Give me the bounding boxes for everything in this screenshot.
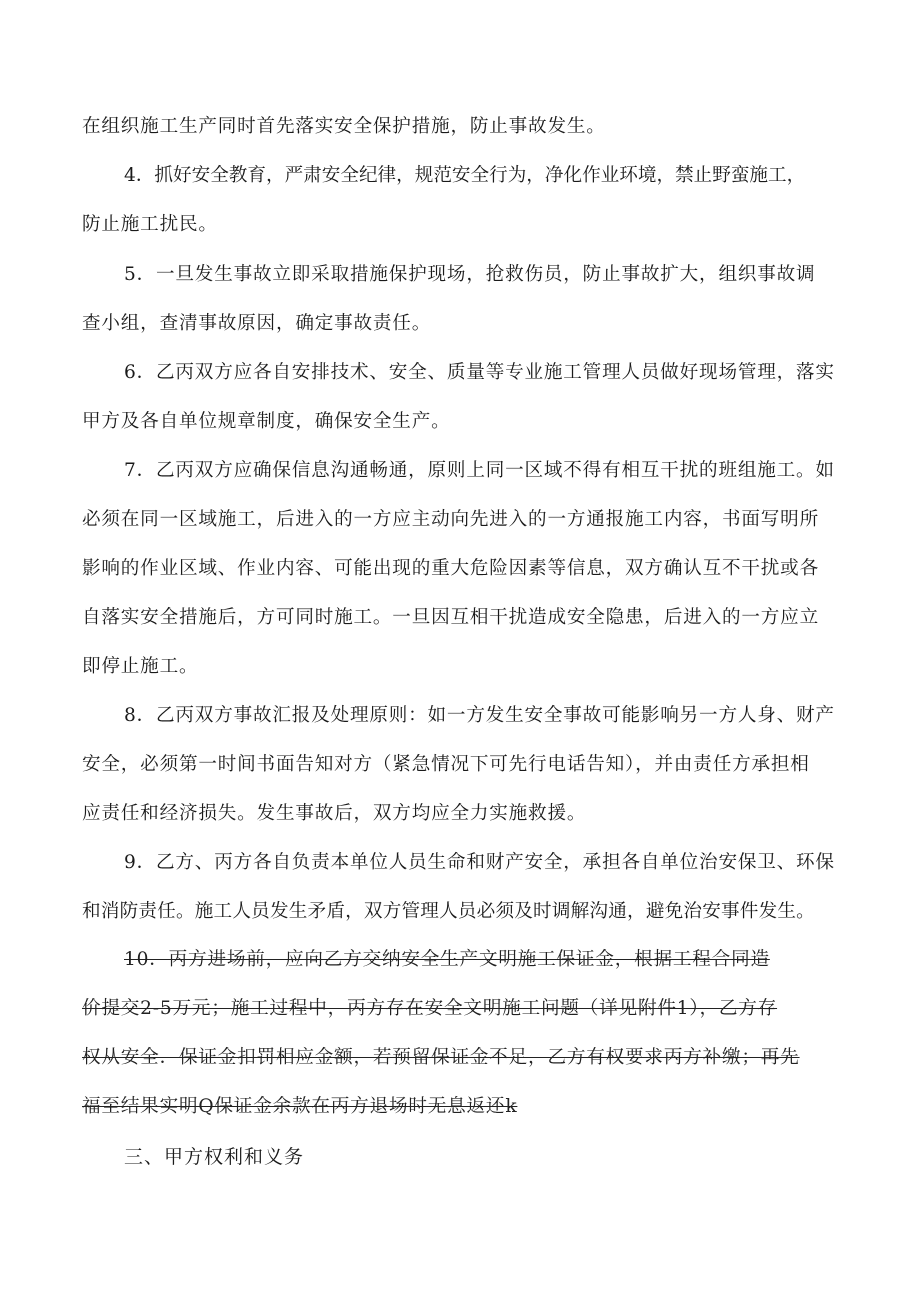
clause-8-line-3: 应责任和经济损失。发生事故后，双方均应全力实施救援。 <box>82 803 587 824</box>
clause-7-line-2: 必须在同一区域施工，后进入的一方应主动向先进入的一方通报施工内容，书面写明所 <box>82 509 819 530</box>
clause-7-line-1: 7．乙丙双方应确保信息沟通畅通，原则上同一区域不得有相互干扰的班组施工。如 <box>124 460 835 481</box>
clause-5-line-2: 查小组，查清事故原因，确定事故责任。 <box>82 313 432 334</box>
clause-6-line-1: 6．乙丙双方应各自安排技术、安全、质量等专业施工管理人员做好现场管理，落实 <box>124 362 835 383</box>
clause-7-line-4: 自落实安全措施后，方可同时施工。一旦因互相干扰造成安全隐患，后进入的一方应立 <box>82 607 819 628</box>
clause-10-line-1-struck: 10．丙方进场前，应向乙方交纳安全生产文明施工保证金，根据工程合同造 <box>124 949 770 970</box>
clause-6-line-2: 甲方及各自单位规章制度，确保安全生产。 <box>82 411 451 432</box>
clause-10-line-4-struck: 福至结果实明Q保证金余款在丙方退场时无息返还k <box>82 1096 518 1117</box>
clause-8-line-2: 安全，必须第一时间书面告知对方（紧急情况下可先行电话告知），并由责任方承担相 <box>82 754 810 775</box>
clause-9-line-2: 和消防责任。施工人员发生矛盾，双方管理人员必须及时调解沟通，避免治安事件发生。 <box>82 901 815 922</box>
clause-7-line-3: 影响的作业区域、作业内容、可能出现的重大危险因素等信息，双方确认互不干扰或各 <box>82 558 819 579</box>
text-line: 在组织施工生产同时首先落实安全保护措施，防止事故发生。 <box>82 116 606 137</box>
section-heading: 三、甲方权利和义务 <box>124 1146 305 1168</box>
clause-8-line-1: 8．乙丙双方事故汇报及处理原则：如一方发生安全事故可能影响另一方人身、财产 <box>124 705 835 726</box>
clause-10-line-3-struck: 权从安全．保证金扣罚相应金额，若预留保证金不足，乙方有权要求丙方补缴；再先 <box>82 1047 800 1068</box>
clause-4-line-2: 防止施工扰民。 <box>82 214 218 235</box>
clause-9-line-1: 9．乙方、丙方各自负责本单位人员生命和财产安全，承担各自单位治安保卫、环保 <box>124 852 835 873</box>
clause-5-line-1: 5．一旦发生事故立即采取措施保护现场，抢救伤员，防止事故扩大，组织事故调 <box>124 264 816 285</box>
clause-4-line-1: 4．抓好安全教育，严肃安全纪律，规范安全行为，净化作业环境，禁止野蛮施工， <box>124 165 806 186</box>
clause-10-line-2-struck: 价提交2-5万元；施工过程中，丙方存在安全文明施工问题（详见附件1），乙方存 <box>82 998 778 1019</box>
clause-7-line-5: 即停止施工。 <box>82 656 199 677</box>
